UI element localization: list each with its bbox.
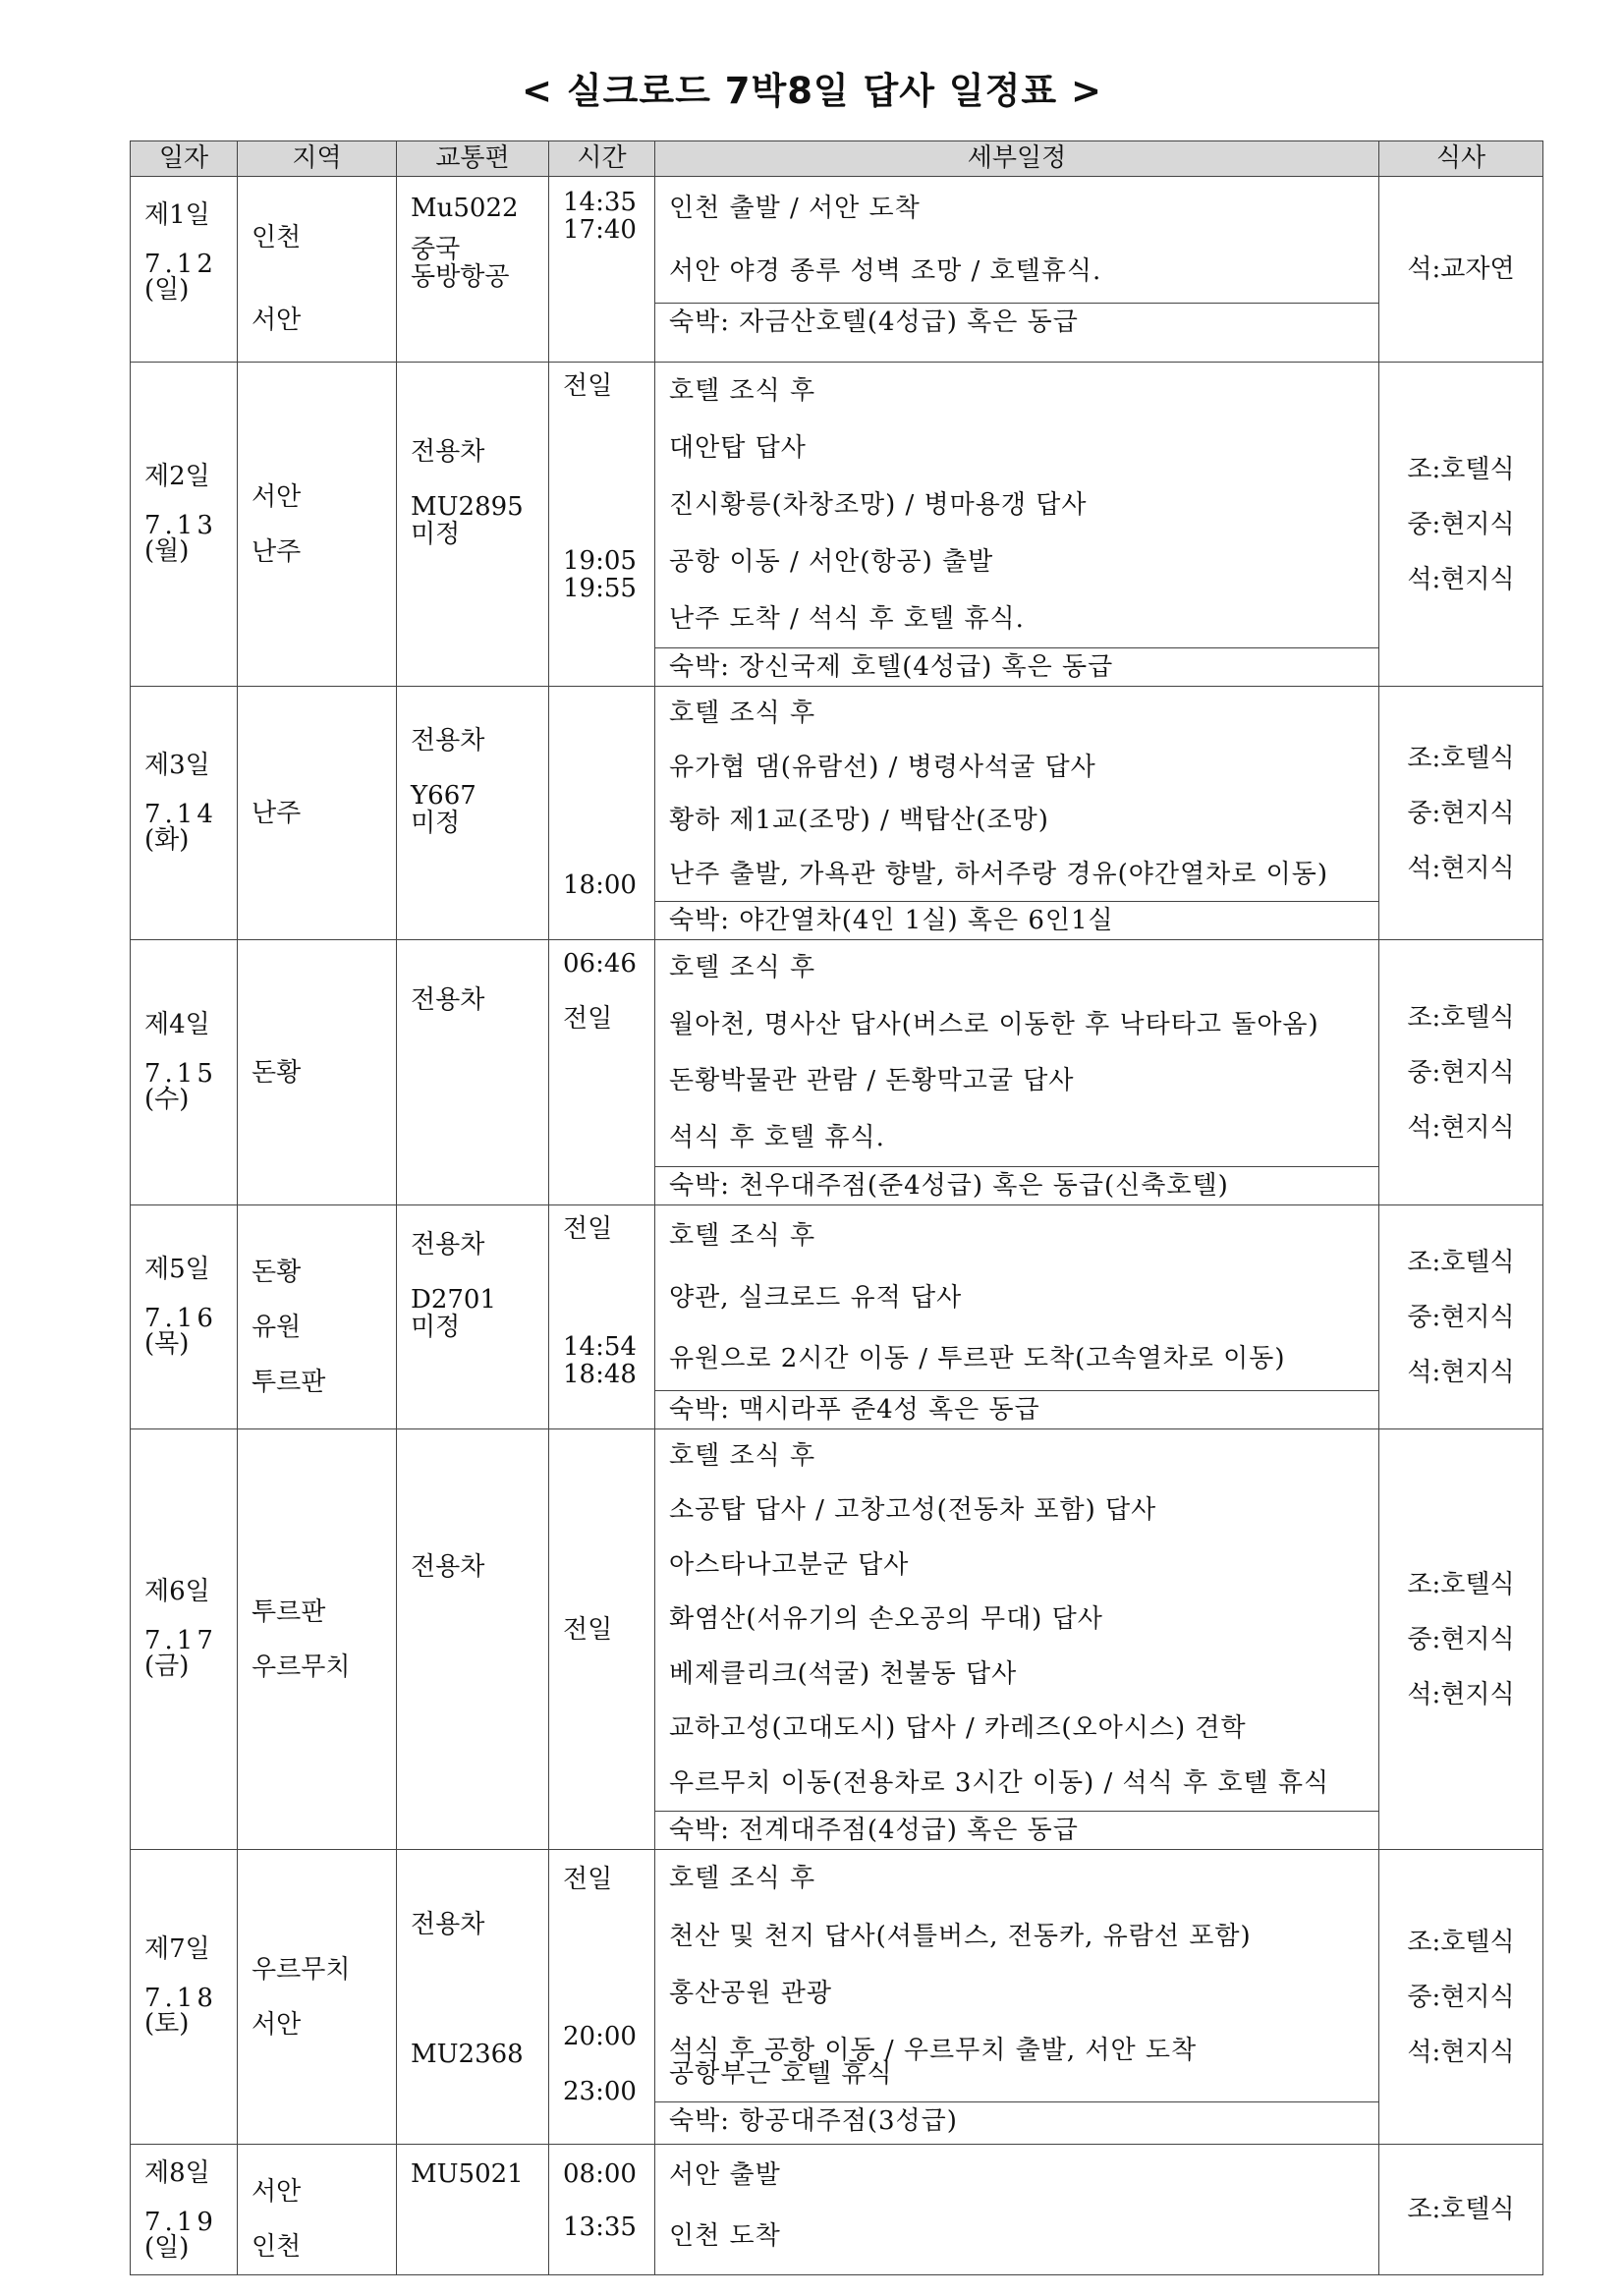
- schedule-line: 난주 도착 / 석식 후 호텔 휴식.: [669, 604, 1025, 634]
- schedule-line: 양관, 실크로드 유적 답사: [669, 1282, 963, 1313]
- time-cell: [549, 1850, 655, 2145]
- transport-cell: [397, 363, 549, 687]
- day-cell: [131, 1205, 238, 1429]
- schedule-line-part: 석식 후 공항 이동 / 우르무치 출발, 서안 도착: [669, 2036, 1198, 2066]
- schedule-cell: [655, 1850, 1379, 2145]
- stay-line: 숙박: 맥시라푸 준4성 혹은 동급: [655, 1390, 1378, 1428]
- schedule-line: 교하고성(고대도시) 답사 / 카레즈(오아시스) 견학: [669, 1713, 1247, 1744]
- time-value: 06:46: [563, 949, 637, 979]
- transport-cell: [397, 687, 549, 940]
- time-cell: [549, 2145, 655, 2275]
- date-label: 7.14: [144, 800, 217, 829]
- day-label: 제4일: [144, 1010, 210, 1039]
- day-cell: [131, 177, 238, 363]
- weekday-label: (수): [144, 1085, 190, 1114]
- schedule-line: 난주 출발, 가욕관 향발, 하서주랑 경유(야간열차로 이동): [669, 859, 1328, 889]
- time-value: 전일: [563, 371, 613, 401]
- schedule-cell: [655, 1205, 1379, 1429]
- schedule-cell: [655, 177, 1379, 363]
- header-transport: 교통편: [397, 141, 549, 177]
- itinerary-row: [131, 363, 1543, 687]
- meal-item: 조:호텔식: [1407, 2195, 1515, 2224]
- weekday-label: (화): [144, 825, 190, 855]
- stay-line: 숙박: 야간열차(4인 1실) 혹은 6인1실: [655, 901, 1378, 939]
- meal-cell: [1379, 940, 1543, 1205]
- stay-line: 숙박: 전계대주점(4성급) 혹은 동급: [655, 1811, 1378, 1849]
- day-label: 제1일: [144, 200, 210, 230]
- time-value: 19:05: [563, 546, 637, 576]
- time-value: 17:40: [563, 215, 637, 245]
- meal-cell: [1379, 1850, 1543, 2145]
- day-label: 제6일: [144, 1577, 210, 1606]
- day-cell: [131, 1850, 238, 2145]
- region-cell: [238, 1205, 397, 1429]
- schedule-line: 천산 및 천지 답사(셔틀버스, 전동카, 유람선 포함): [669, 1921, 1252, 1951]
- time-value: 14:54: [563, 1332, 637, 1362]
- region-name: 난주: [252, 799, 302, 828]
- meal-item: 석:현지식: [1407, 564, 1515, 594]
- stay-line: 숙박: 천우대주점(준4성급) 혹은 동급(신축호텔): [655, 1166, 1378, 1204]
- transport-cell: [397, 940, 549, 1205]
- header-meal: 식사: [1379, 141, 1543, 177]
- meal-item: 중:현지식: [1407, 1302, 1515, 1332]
- transport-item: 전용차: [411, 1910, 485, 1939]
- transport-cell: [397, 177, 549, 363]
- schedule-line: 호텔 조식 후: [669, 953, 816, 982]
- schedule-line: 호텔 조식 후: [669, 1441, 816, 1471]
- region-name: 유원: [252, 1313, 302, 1342]
- transport-cell: [397, 1205, 549, 1429]
- date-label: 7.15: [144, 1059, 217, 1089]
- region-name: 인천: [252, 2232, 302, 2262]
- schedule-line: 베제클리크(석굴) 천불동 답사: [669, 1658, 1018, 1689]
- meal-cell: [1379, 2145, 1543, 2275]
- header-day: 일자: [131, 141, 238, 177]
- region-cell: [238, 177, 397, 363]
- transport-item: 중국: [411, 235, 461, 264]
- region-cell: [238, 940, 397, 1205]
- time-cell: [549, 940, 655, 1205]
- schedule-line: 공항 이동 / 서안(항공) 출발: [669, 547, 994, 577]
- meal-item: 석:현지식: [1407, 1679, 1515, 1709]
- transport-item: 동방항공: [411, 262, 510, 292]
- transport-item: 전용차: [411, 1552, 485, 1582]
- schedule-line: 유가협 댐(유람선) / 병령사석굴 답사: [669, 752, 1096, 782]
- meal-item: 조:호텔식: [1407, 1569, 1515, 1599]
- meal-item: 석:현지식: [1407, 2037, 1515, 2067]
- region-name: 인천: [252, 223, 302, 252]
- date-label: 7.19: [144, 2208, 217, 2237]
- time-value: 18:48: [563, 1360, 637, 1389]
- date-label: 7.18: [144, 1984, 217, 2013]
- itinerary-row: [131, 1205, 1543, 1429]
- stay-line: 숙박: 장신국제 호텔(4성급) 혹은 동급: [655, 647, 1378, 686]
- time-value: 전일: [563, 1615, 613, 1645]
- schedule-line: 아스타나고분군 답사: [669, 1549, 910, 1580]
- day-cell: [131, 940, 238, 1205]
- transport-item: Y667: [411, 781, 476, 811]
- transport-item: 전용차: [411, 726, 485, 756]
- time-value: 13:35: [563, 2212, 637, 2242]
- weekday-label: (금): [144, 1652, 190, 1681]
- date-label: 7.13: [144, 511, 217, 540]
- meal-item: 조:호텔식: [1407, 1927, 1515, 1957]
- meal-cell: [1379, 177, 1543, 363]
- region-name: 서안: [252, 2010, 302, 2040]
- time-value: 19:55: [563, 574, 637, 603]
- time-value: 전일: [563, 1004, 613, 1034]
- time-value: 08:00: [563, 2159, 637, 2189]
- schedule-cell: [655, 687, 1379, 940]
- meal-cell: [1379, 363, 1543, 687]
- meal-cell: [1379, 1429, 1543, 1850]
- region-name: 난주: [252, 537, 302, 567]
- schedule-cell: [655, 940, 1379, 1205]
- transport-item: 미정: [411, 809, 461, 838]
- time-value: 전일: [563, 1214, 613, 1244]
- itinerary-row: [131, 1429, 1543, 1850]
- day-label: 제5일: [144, 1255, 210, 1284]
- schedule-line: 월아천, 명사산 답사(버스로 이동한 후 낙타타고 돌아옴): [669, 1009, 1319, 1039]
- schedule-line: 서안 야경 종루 성벽 조망 / 호텔휴식.: [669, 256, 1102, 286]
- time-value: 20:00: [563, 2022, 637, 2051]
- time-cell: [549, 363, 655, 687]
- region-name: 투르판: [252, 1597, 326, 1627]
- header-schedule: 세부일정: [655, 141, 1379, 177]
- time-value: 14:35: [563, 188, 637, 217]
- transport-item: MU2368: [411, 2040, 524, 2069]
- region-cell: [238, 2145, 397, 2275]
- schedule-line: 대안탑 답사: [669, 433, 807, 463]
- schedule-line: 홍산공원 관광: [669, 1979, 832, 2009]
- time-value: 18:00: [563, 870, 637, 900]
- schedule-cell: [655, 1429, 1379, 1850]
- transport-item: 전용차: [411, 437, 485, 467]
- meal-item: 석:교자연: [1407, 254, 1515, 284]
- stay-line: 숙박: 항공대주점(3성급): [655, 2101, 1378, 2140]
- meal-item: 조:호텔식: [1407, 1247, 1515, 1277]
- day-cell: [131, 363, 238, 687]
- transport-cell: [397, 1850, 549, 2145]
- region-name: 우르무치: [252, 1652, 351, 1682]
- time-cell: [549, 1429, 655, 1850]
- meal-item: 조:호텔식: [1407, 1002, 1515, 1033]
- transport-item: D2701: [411, 1285, 497, 1315]
- itinerary-row: [131, 2145, 1543, 2275]
- date-label: 7.16: [144, 1304, 217, 1333]
- meal-item: 조:호텔식: [1407, 743, 1515, 773]
- day-cell: [131, 2145, 238, 2275]
- weekday-label: (목): [144, 1329, 190, 1359]
- schedule-line: 석식 후 호텔 휴식.: [669, 1122, 885, 1152]
- meal-item: 석:현지식: [1407, 853, 1515, 883]
- schedule-line-part: 공항부근 호텔 휴식: [669, 2059, 893, 2090]
- meal-item: 중:현지식: [1407, 1982, 1515, 2012]
- itinerary-row: [131, 177, 1543, 363]
- schedule-line: 돈황박물관 관람 / 돈황막고굴 답사: [669, 1066, 1075, 1095]
- region-name: 돈황: [252, 1258, 302, 1287]
- transport-item: MU2895: [411, 492, 524, 522]
- schedule-line: 유원으로 2시간 이동 / 투르판 도착(고속열차로 이동): [669, 1344, 1286, 1374]
- day-cell: [131, 687, 238, 940]
- schedule-line: 호텔 조식 후: [669, 376, 816, 406]
- day-label: 제2일: [144, 462, 210, 491]
- day-label: 제7일: [144, 1934, 210, 1964]
- header-region: 지역: [238, 141, 397, 177]
- weekday-label: (일): [144, 275, 190, 305]
- itinerary-table: [130, 140, 1543, 2275]
- time-value: 23:00: [563, 2077, 637, 2106]
- page-title: < 실크로드 7박8일 답사 일정표 >: [521, 70, 1103, 112]
- transport-item: 전용차: [411, 985, 485, 1015]
- schedule-line: 호텔 조식 후: [669, 1221, 816, 1251]
- region-name: 투르판: [252, 1368, 326, 1397]
- region-cell: [238, 363, 397, 687]
- transport-cell: [397, 1429, 549, 1850]
- transport-cell: [397, 2145, 549, 2275]
- region-cell: [238, 1850, 397, 2145]
- time-value: 전일: [563, 1865, 613, 1894]
- region-name: 서안: [252, 482, 302, 512]
- schedule-line: 화염산(서유기의 손오공의 무대) 답사: [669, 1604, 1103, 1635]
- schedule-line: 호텔 조식 후: [669, 1864, 816, 1893]
- schedule-line: 서안 출발: [669, 2160, 781, 2190]
- time-cell: [549, 687, 655, 940]
- transport-item: MU5021: [411, 2159, 524, 2189]
- weekday-label: (일): [144, 2233, 190, 2263]
- meal-cell: [1379, 1205, 1543, 1429]
- region-name: 돈황: [252, 1058, 302, 1088]
- schedule-line: 진시황릉(차창조망) / 병마용갱 답사: [669, 490, 1088, 520]
- itinerary-row: [131, 1850, 1543, 2145]
- itinerary-row: [131, 940, 1543, 1205]
- stay-line: 숙박: 자금산호텔(4성급) 혹은 동급: [655, 303, 1378, 341]
- header-time: 시간: [549, 141, 655, 177]
- weekday-label: (월): [144, 536, 190, 566]
- meal-item: 석:현지식: [1407, 1357, 1515, 1387]
- transport-item: 미정: [411, 520, 461, 549]
- date-label: 7.12: [144, 250, 217, 279]
- schedule-line: 소공탑 답사 / 고창고성(전동차 포함) 답사: [669, 1495, 1157, 1526]
- meal-item: 중:현지식: [1407, 798, 1515, 828]
- meal-item: 조:호텔식: [1407, 454, 1515, 484]
- day-label: 제8일: [144, 2158, 210, 2188]
- time-cell: [549, 177, 655, 363]
- schedule-line: 우르무치 이동(전용차로 3시간 이동) / 석식 후 호텔 휴식: [669, 1767, 1330, 1798]
- region-name: 우르무치: [252, 1955, 351, 1985]
- region-cell: [238, 1429, 397, 1850]
- region-name: 서안: [252, 2177, 302, 2207]
- region-name: 서안: [252, 306, 302, 335]
- meal-item: 중:현지식: [1407, 1624, 1515, 1654]
- schedule-line-double: [655, 2023, 1378, 2101]
- day-label: 제3일: [144, 751, 210, 780]
- meal-cell: [1379, 687, 1543, 940]
- meal-item: 중:현지식: [1407, 1057, 1515, 1088]
- transport-item: 미정: [411, 1313, 461, 1342]
- schedule-cell: [655, 2145, 1379, 2275]
- transport-item: Mu5022: [411, 194, 519, 223]
- schedule-line: 인천 출발 / 서안 도착: [669, 194, 921, 223]
- transport-item: 전용차: [411, 1230, 485, 1260]
- schedule-cell: [655, 363, 1379, 687]
- schedule-line: 호텔 조식 후: [669, 699, 816, 728]
- weekday-label: (토): [144, 2009, 190, 2039]
- itinerary-row: [131, 687, 1543, 940]
- header-row: [131, 141, 1543, 177]
- meal-item: 중:현지식: [1407, 509, 1515, 539]
- meal-item: 석:현지식: [1407, 1112, 1515, 1143]
- day-cell: [131, 1429, 238, 1850]
- region-cell: [238, 687, 397, 940]
- schedule-line: 황하 제1교(조망) / 백탑산(조망): [669, 806, 1049, 835]
- date-label: 7.17: [144, 1626, 217, 1655]
- time-cell: [549, 1205, 655, 1429]
- schedule-line: 인천 도착: [669, 2221, 781, 2251]
